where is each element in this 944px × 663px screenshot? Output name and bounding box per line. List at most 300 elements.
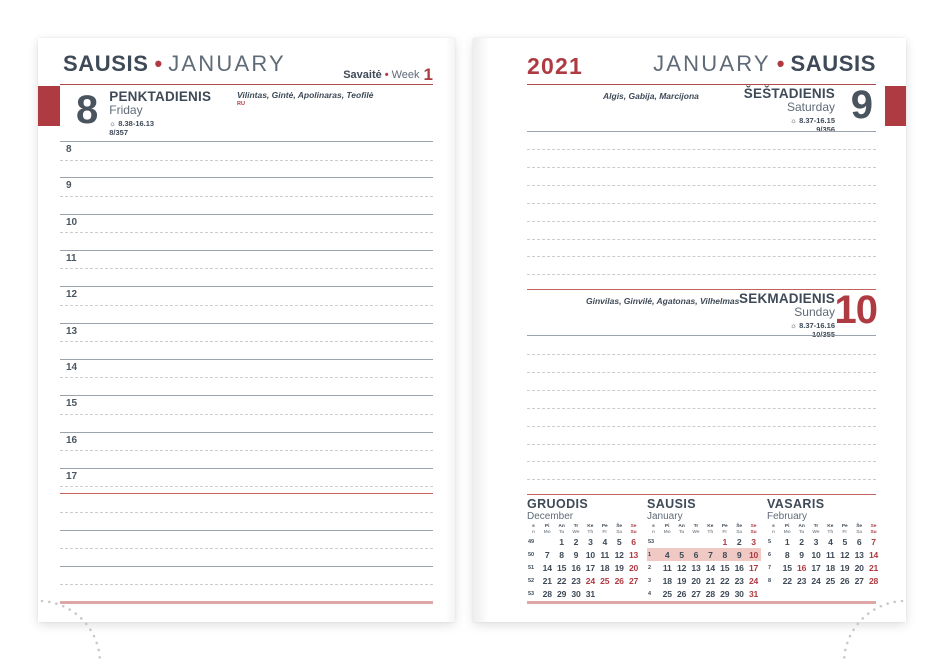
weekday-lt: Pe [601,524,608,530]
hour-rule [60,359,433,360]
section-rule [527,131,876,132]
weekday-lt: Pi [664,524,670,530]
mini-cal-day: 28 [542,589,552,600]
mini-cal-title-lt: SAUSIS [647,497,696,511]
weekday-lt: s [652,524,655,530]
mini-cal-day: 12 [840,549,850,560]
mini-cal-day: 31 [748,589,759,600]
mini-cal-day: 25 [825,576,835,587]
weekday-en: n [772,529,775,535]
week-number: 5 [768,538,772,545]
notes-line [60,584,433,585]
mini-cal-day: 6 [856,536,862,547]
week-label-lt: Savaitė [343,69,382,81]
mini-cal-day: 12 [677,562,687,573]
month-title-en: JANUARY [653,51,771,76]
weekday-lt: An [678,524,685,530]
day-of-year: 8/357 [109,128,129,137]
weekday-en: Tu [798,529,805,535]
weekday-lt: Pi [544,524,550,530]
weekday-header [732,524,746,535]
mini-cal-day: 16 [571,562,581,573]
week-number: 50 [528,551,535,558]
week-label-en: Week [391,69,420,81]
hour-midline [60,232,433,233]
hour-midline [60,160,433,161]
weekday-header [612,524,626,535]
mini-cal-title-en: January [647,511,683,522]
mini-cal-day: 4 [660,548,674,561]
day-header-friday [76,90,211,137]
year-label: 2021 [527,53,583,79]
week-number: 4 [648,591,652,598]
mini-cal-day: 24 [748,576,759,587]
hour-rule [60,468,433,469]
mini-cal-day: 13 [628,549,639,560]
week-number: 6 [768,551,772,558]
hour-midline [60,414,433,415]
weekday-en: Mo [663,529,671,535]
namedays-sunday: Ginvilas, Ginvilė, Agatonas, Vilhelmas [586,296,740,306]
page-edge-tab [38,86,60,126]
week-label [343,65,433,85]
mini-cal-day: 10 [811,549,821,560]
day-number: 8 [76,88,98,132]
week-number: 52 [528,578,535,585]
mini-cal-day: 21 [868,562,879,573]
weekday-header [823,524,837,535]
mini-cal-day: 31 [585,589,595,600]
weekday-header [794,524,808,535]
hour-midline [60,486,433,487]
mini-cal-day: 23 [571,576,581,587]
weekday-header [674,524,688,535]
namedays-friday [237,90,374,107]
title-separator-dot: • [154,51,163,76]
hour-midline [60,305,433,306]
writing-line [527,274,876,275]
left-page [38,38,455,622]
hour-midline [60,196,433,197]
weekday-lt: Se [750,524,757,530]
week-number: 1 [423,65,433,84]
notes-line [60,493,433,494]
hour-label: 8 [66,144,72,155]
day-of-year: 10/355 [812,330,835,339]
mini-cal-grid [767,524,881,588]
mini-cal-day: 4 [602,536,608,547]
weekday-en: Fr [722,529,728,535]
page-edge-tab [885,86,906,126]
weekday-header [626,524,640,535]
writing-line [527,167,876,168]
section-rule [527,335,876,336]
mini-cal-day: 30 [734,589,744,600]
mini-cal-day: 2 [573,536,579,547]
mini-cal-day: 13 [691,562,701,573]
mini-cal-day: 30 [571,589,581,600]
notes-line [60,530,433,531]
month-title-lt: SAUSIS [63,51,149,76]
writing-line [527,354,876,355]
hour-label: 9 [66,180,72,192]
mini-cal-day: 3 [813,536,819,547]
weekday-en: Fr [602,529,608,535]
weekday-lt: An [798,524,805,530]
weekday-lt: Ke [827,524,834,530]
mini-cal-day: 14 [868,549,879,560]
mini-cal-day: 4 [828,536,833,547]
weekday-en: Sa [856,529,863,535]
mini-cal-grid [647,524,761,601]
sun-times: 8.38-16.13 [118,119,155,128]
left-month-title [63,51,286,77]
sun-icon: ☼ [790,116,798,125]
namedays-saturday: Algis, Gabija, Marcijona [603,91,699,101]
writing-line [527,479,876,480]
sun-times: 8.37-16.16 [799,321,835,330]
hour-label: 12 [66,289,78,301]
mini-cal-day: 6 [689,548,703,561]
weekday-en: Su [870,529,877,535]
hour-rule [60,395,433,396]
mini-cal-day: 19 [677,576,687,587]
mini-cal-day: 15 [720,562,730,573]
day-info [109,90,211,137]
weekday-header [746,524,760,535]
mini-cal-day: 22 [782,576,792,587]
mini-cal-day: 17 [585,562,595,573]
weekday-header [852,524,866,535]
writing-line [527,390,876,391]
day-number-saturday: 9 [850,83,872,127]
mini-cal-day: 18 [825,562,835,573]
writing-line [527,426,876,427]
hour-rule [60,141,433,142]
mini-cal-day [674,535,688,548]
mini-cal-day: 26 [614,576,624,587]
weekday-header [527,524,540,535]
footer-rule [527,601,876,604]
mini-cal-day: 14 [705,562,715,573]
day-number-sunday: 10 [834,288,877,332]
week-number: 3 [648,578,652,585]
week-separator-dot: • [384,69,389,81]
mini-cal-day: 16 [797,562,807,573]
week-number: 53 [648,538,655,545]
day-name-lt: PENKTADIENIS [109,89,212,104]
mini-cal-day: 27 [691,589,701,600]
weekday-header [660,524,674,535]
day-name-lt: SEKMADIENIS [739,291,835,306]
weekday-header [718,524,732,535]
weekday-header [647,524,660,535]
mini-cal-day: 3 [588,536,593,547]
mini-cal-day [703,535,717,548]
mini-cal-day: 8 [559,549,564,560]
writing-line [527,221,876,222]
mini-calendar-february [767,498,881,588]
mini-cal-day: 9 [799,549,804,560]
week-number: 53 [528,591,535,598]
weekday-header [780,524,794,535]
day-name-lt: ŠEŠTADIENIS [743,86,835,101]
weekday-lt: Še [616,524,623,530]
hour-label: 15 [66,398,78,410]
weekday-header [809,524,823,535]
mini-cal-day: 29 [557,589,567,600]
weekday-lt: Tr [573,524,579,530]
weekday-en: Su [750,529,757,535]
mini-cal-day: 7 [871,536,876,547]
weekday-en: We [572,529,580,535]
mini-cal-day: 8 [784,549,790,560]
day-name-en: Friday [109,103,143,117]
weekday-lt: Pi [784,524,790,530]
header-rule [60,84,433,85]
writing-line [527,408,876,409]
mini-cal-title-lt: GRUODIS [527,497,589,511]
mini-cal-day: 7 [703,548,717,561]
mini-cal-day [612,588,626,601]
sunrise-sunset [744,116,835,125]
mini-cal-day: 14 [542,562,552,573]
weekday-lt: s [772,524,775,530]
mini-cal-day: 28 [868,576,879,587]
notes-line [60,512,433,513]
weekday-en: We [812,529,820,535]
mini-cal-day: 24 [585,576,595,587]
mini-cal-day: 1 [559,536,564,547]
mini-cal-day: 22 [557,576,567,587]
weekday-en: Th [707,529,714,535]
weekday-header [540,524,554,535]
hour-midline [60,377,433,378]
hour-rule [60,286,433,287]
mini-cal-day: 13 [854,549,864,560]
mini-cal-grid [527,524,641,601]
mini-cal-day: 17 [811,562,821,573]
mini-cal-title-lt: VASARIS [767,497,825,511]
weekday-lt: Ke [587,524,594,530]
mini-cal-day: 23 [734,576,744,587]
mini-cal-day: 15 [782,562,792,573]
month-title-en: JANUARY [168,51,286,76]
mini-cal-day: 11 [826,549,835,560]
mini-cal-day: 16 [734,562,744,573]
weekday-lt: Tr [693,524,699,530]
weekday-header [703,524,717,535]
mini-cal-day: 9 [573,549,579,560]
mini-cal-day: 15 [557,562,567,573]
sunrise-sunset [109,119,211,128]
hour-midline [60,268,433,269]
writing-line [527,256,876,257]
weekday-header [767,524,780,535]
day-of-year: 9/356 [816,125,835,134]
weekday-en: Su [630,529,637,535]
weekday-lt: Se [630,524,637,530]
weekday-lt: Še [856,524,863,530]
week-number: 2 [648,564,652,571]
writing-line [527,444,876,445]
mini-cal-day: 2 [799,536,804,547]
weekday-lt: Ke [707,524,714,530]
weekday-lt: Pe [721,524,728,530]
sunrise-sunset [739,321,835,330]
mini-cal-day: 20 [854,562,864,573]
mini-cal-day: 10 [746,548,760,561]
sun-icon: ☼ [109,119,117,128]
mini-cal-day: 2 [736,536,742,547]
weekday-header [569,524,583,535]
hour-label: 13 [66,325,78,337]
hour-midline [60,450,433,451]
writing-line [527,372,876,373]
flag-note: RU [237,101,245,107]
weekday-en: Sa [616,529,623,535]
mini-cal-day: 18 [662,576,672,587]
weekday-header [866,524,880,535]
hour-midline [60,341,433,342]
weekday-en: Mo [783,529,791,535]
mini-cal-day: 19 [840,562,850,573]
mini-cal-title-en: February [767,511,808,522]
weekday-en: n [652,529,655,535]
mini-cal-day: 9 [732,548,746,561]
day-name-en: Saturday [786,100,835,114]
mini-cal-day: 20 [691,576,701,587]
mini-cal-day: 8 [718,548,732,561]
mini-cal-day: 5 [674,548,688,561]
decor-dotted-arc-left [32,553,142,663]
hour-rule [60,250,433,251]
weekday-en: Tu [558,529,565,535]
mini-cal-day: 22 [720,576,730,587]
mini-cal-day [626,588,640,601]
week-number: 1 [647,548,660,561]
hour-label: 17 [66,470,78,482]
mini-cal-day: 1 [722,536,728,547]
mini-cal-day: 21 [705,576,715,587]
mini-calendar-december [527,498,641,601]
mini-cal-day: 19 [614,562,624,573]
mini-cal-day [660,535,674,548]
mini-cal-day: 10 [585,549,595,560]
mini-cal-day: 11 [662,562,672,573]
mini-cal-day: 3 [751,536,756,547]
day-header-sunday [739,292,835,339]
hour-label: 11 [66,252,77,264]
week-number: 7 [768,564,772,571]
weekday-header [554,524,568,535]
sun-icon: ☼ [790,321,798,330]
mini-cal-day: 23 [797,576,807,587]
mini-cal-day: 28 [705,589,715,600]
hour-label: 10 [66,216,78,228]
mini-cal-day: 25 [600,576,610,587]
title-separator-dot: • [776,51,785,76]
mini-cal-day [598,588,612,601]
weekday-lt: Še [736,524,743,530]
mini-cal-day: 5 [842,536,848,547]
week-number: 51 [528,564,535,571]
header-rule [527,84,876,85]
hour-label: 16 [66,434,78,446]
weekday-header [689,524,703,535]
mini-cal-day: 11 [600,549,610,560]
notes-line [60,566,433,567]
mini-cal-day: 18 [600,562,610,573]
mini-cal-day: 17 [748,562,759,573]
weekday-lt: Tr [813,524,819,530]
weekday-en: Th [827,529,834,535]
weekday-en: Sa [736,529,743,535]
week-number: 49 [528,538,535,545]
mini-cal-day: 5 [616,536,622,547]
namedays-text: Vilintas, Gintė, Apolinaras, Teofilė [237,90,374,100]
mini-cal-day: 26 [677,589,687,600]
month-title-lt: SAUSIS [790,51,876,76]
weekday-lt: s [532,524,535,530]
weekday-en: Th [587,529,594,535]
right-page [473,38,906,622]
weekday-lt: An [558,524,565,530]
mini-cal-day: 29 [720,589,730,600]
writing-line [527,149,876,150]
mini-cal-day: 27 [628,576,639,587]
writing-line [527,203,876,204]
mini-cal-day: 1 [784,536,790,547]
mini-cal-day: 25 [662,589,672,600]
mini-cal-day: 7 [544,549,550,560]
weekday-en: We [692,529,700,535]
mini-calendar-january [647,498,761,601]
day-header-saturday [744,87,835,134]
mini-cal-day: 6 [631,536,636,547]
notes-line [60,548,433,549]
mini-cal-day: 24 [811,576,821,587]
mini-cal-day [689,535,703,548]
weekday-lt: Pe [841,524,848,530]
calendar-divider [527,494,876,495]
right-month-title [653,51,876,77]
weekday-lt: Se [870,524,877,530]
notes-line [60,601,433,604]
mini-cal-day: 26 [840,576,850,587]
hour-rule [60,323,433,324]
week-number: 8 [768,578,772,585]
day-name-en: Sunday [794,305,835,319]
hour-rule [60,177,433,178]
mini-cal-title-en: December [527,511,574,522]
writing-line [527,239,876,240]
hour-label: 14 [66,361,78,373]
weekday-header [838,524,852,535]
weekday-header [598,524,612,535]
mini-cal-day [540,535,554,548]
hour-rule [60,432,433,433]
weekday-en: Tu [678,529,685,535]
writing-line [527,185,876,186]
weekday-header [583,524,597,535]
mini-cal-day: 21 [542,576,552,587]
sun-times: 8.37-16.15 [799,116,835,125]
hour-rule [60,214,433,215]
writing-line [527,461,876,462]
weekday-en: Mo [543,529,551,535]
mini-cal-day: 27 [854,576,864,587]
